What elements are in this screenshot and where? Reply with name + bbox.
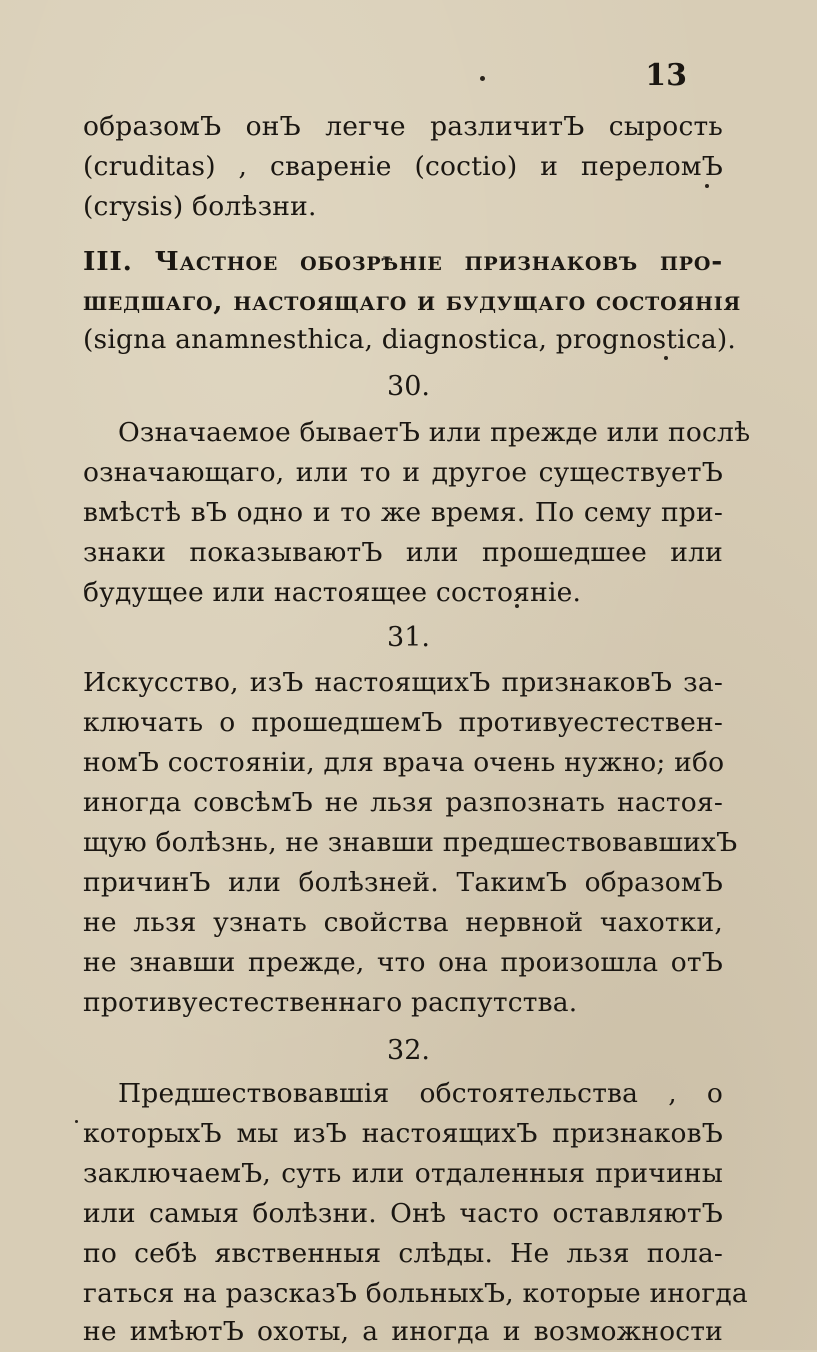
text-line: щую болѣзнь, не знавши предшествовавшихЪ	[83, 827, 738, 858]
text-line: гаться на разсказЪ больныхЪ, которые иногда	[83, 1278, 748, 1309]
text-line: или самыя болѣзни. Онѣ часто оставляютЪ	[83, 1198, 723, 1229]
text-line: по себѣ явственныя слѣды. Не льзя пола-	[83, 1238, 723, 1269]
section-heading-line: шедшаго, настоящаго и будущаго состоянія	[83, 286, 741, 317]
print-speck	[75, 1120, 78, 1123]
print-speck	[480, 76, 485, 81]
text-line: (crysis) болѣзни.	[83, 191, 317, 222]
text-line: которыхЪ мы изЪ настоящихЪ признаковЪ	[83, 1118, 723, 1149]
text-line: Искусство, изЪ настоящихЪ признаковЪ за-	[83, 667, 723, 698]
paragraph-number: 30.	[387, 371, 430, 402]
text-line: (cruditas) , свареніе (coctio) и переломЪ	[83, 151, 723, 182]
paragraph-number: 31.	[387, 622, 430, 653]
text-line: означающаго, или то и другое существуетЪ	[83, 457, 723, 488]
text-line: будущее или настоящее состояніе.	[83, 577, 582, 608]
text-line: не льзя узнать свойства нервной чахотки,	[83, 907, 723, 938]
section-heading-line: (signa anamnesthica, diagnostica, prognostica).	[83, 324, 737, 355]
text-line: причинЪ или болѣзней. ТакимЪ образомЪ	[83, 867, 723, 898]
text-line: не знавши прежде, что она произошла отЪ	[83, 947, 723, 978]
paragraph-number: 32.	[387, 1035, 430, 1066]
text-line: Означаемое бываетЪ или прежде или послѣ	[118, 417, 751, 448]
text-line: заключаемЪ, суть или отдаленныя причины	[83, 1158, 723, 1189]
text-line: иногда совсѣмЪ не льзя разпознать настоя-	[83, 787, 723, 818]
text-line: ключать о прошедшемЪ противуестествен-	[83, 707, 723, 738]
text-line: знаки показываютЪ или прошедшее или	[83, 537, 723, 568]
page-number: 13	[645, 58, 687, 93]
text-line: образомЪ онЪ легче различитЪ сырость	[83, 111, 723, 142]
text-line: противуестественнаго распутства.	[83, 987, 578, 1018]
text-line: не имѣютЪ охоты, а иногда и возможности	[83, 1316, 723, 1347]
section-heading-line: III. Частное обозрѣніе признаковъ про-	[83, 246, 723, 277]
text-line: вмѣстѣ вЪ одно и то же время. По сему при-	[83, 497, 723, 528]
text-line: Предшествовавшія обстоятельства , о	[118, 1078, 723, 1109]
text-line: номЪ состояніи, для врача очень нужно; ибо	[83, 747, 725, 778]
